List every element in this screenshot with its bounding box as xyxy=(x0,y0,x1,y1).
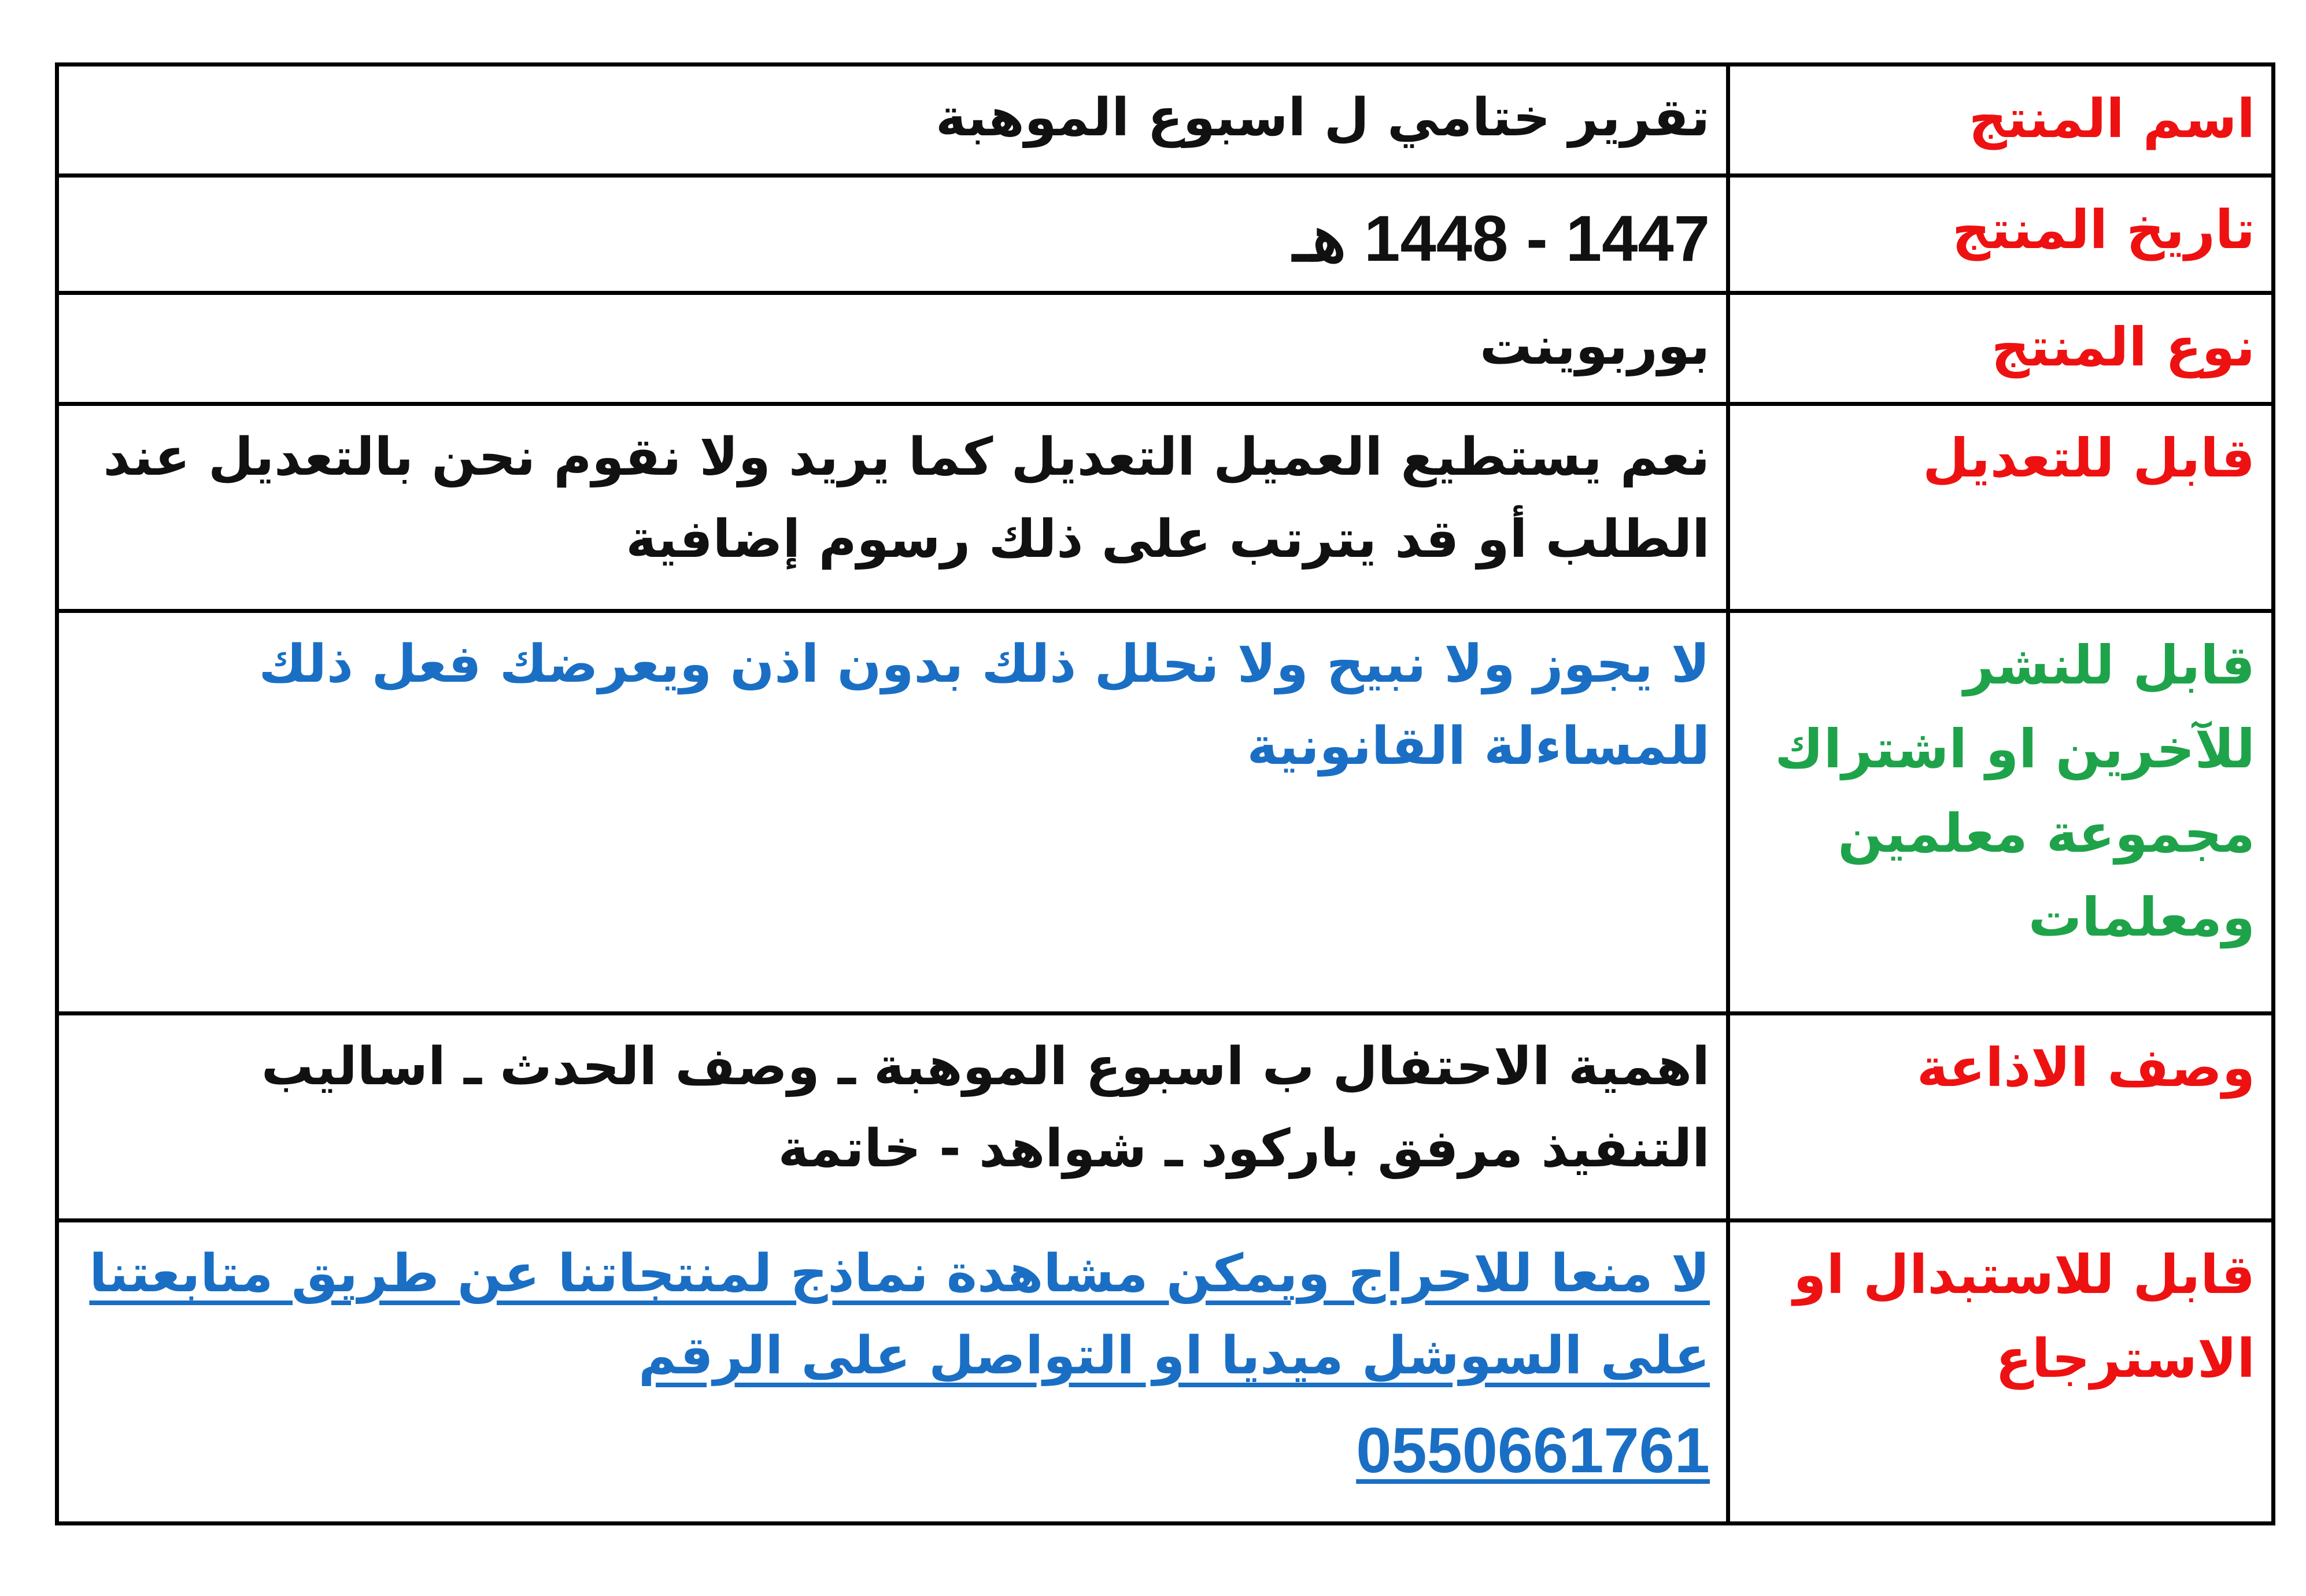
table-row xyxy=(57,1220,2274,1523)
product-date-value: 1447 - 1448 هـ xyxy=(57,175,1728,293)
editable-label: قابل للتعديل xyxy=(1728,404,2274,611)
phone-number-link[interactable]: 0550661761 xyxy=(1356,1414,1710,1486)
table-row xyxy=(57,404,2274,611)
product-name-label: اسم المنتج xyxy=(1728,65,2274,176)
product-type-value: بوربوينت xyxy=(57,293,1728,404)
broadcast-description-label: وصف الاذاعة xyxy=(1728,1013,2274,1220)
table-row xyxy=(57,65,2274,176)
publishing-label: قابل للنشر للآخرين او اشتراك مجموعة معلمين ومعلمات xyxy=(1728,611,2274,1013)
broadcast-description-value: اهمية الاحتفال ب اسبوع الموهبة ـ وصف الحدث ـ اساليب التنفيذ مرفق باركود ـ شواهد - خاتمة xyxy=(57,1013,1728,1220)
table-row xyxy=(57,293,2274,404)
product-date-label: تاريخ المنتج xyxy=(1728,175,2274,293)
publishing-value: لا يجوز ولا نبيح ولا نحلل ذلك بدون اذن ويعرضك فعل ذلك للمساءلة القانونية xyxy=(57,611,1728,1013)
editable-value: نعم يستطيع العميل التعديل كما يريد ولا نقوم نحن بالتعديل عند الطلب أو قد يترتب على ذلك رسوم إضافية xyxy=(57,404,1728,611)
refund-value xyxy=(57,1220,1728,1523)
table-row xyxy=(57,175,2274,293)
table-row xyxy=(57,1013,2274,1220)
product-name-value: تقرير ختامي ل اسبوع الموهبة xyxy=(57,65,1728,176)
table-row xyxy=(57,611,2274,1013)
refund-label: قابل للاستبدال او الاسترجاع xyxy=(1728,1220,2274,1523)
refund-text-link[interactable]: لا منعا للاحراج ويمكن مشاهدة نماذج لمنتجاتنا عن طريق متابعتنا على السوشل ميديا او التواصل على الرقم xyxy=(89,1243,1710,1386)
product-type-label: نوع المنتج xyxy=(1728,293,2274,404)
product-info-table xyxy=(55,62,2275,1525)
